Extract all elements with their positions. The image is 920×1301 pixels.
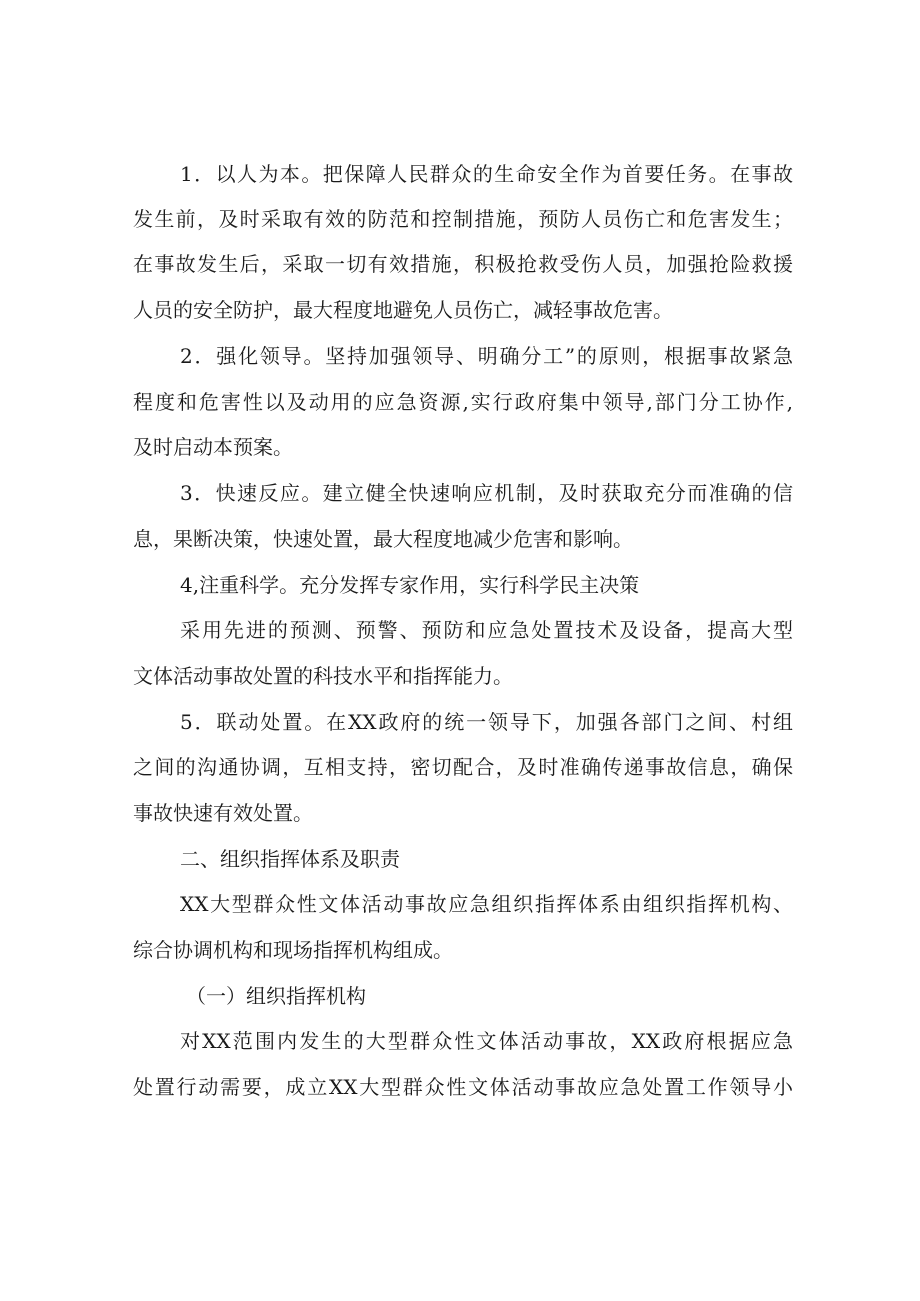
paragraph-6-line-2: 之间的沟通协调，互相支持，密切配合，及时准确传递事故信息，确保	[133, 755, 793, 779]
paragraph-5-line-1: 采用先进的预测、预警、预防和应急处置技术及设备，提高大型	[180, 618, 793, 642]
paragraph-8-line-1: 对XX范围内发生的大型群众性文体活动事故，XX政府根据应急	[180, 1029, 793, 1053]
paragraph-3-line-1: 3．快速反应。建立健全快速响应机制，及时获取充分而准确的信	[180, 481, 793, 505]
paragraph-1-line-4: 人员的安全防护，最大程度地避免人员伤亡，减轻事故危害。	[133, 298, 673, 322]
paragraph-5-line-2: 文体活动事故处置的科技水平和指挥能力。	[133, 664, 513, 688]
paragraph-7-line-1: XX大型群众性文体活动事故应急组织指挥体系由组织指挥机构、	[180, 892, 793, 916]
paragraph-1-line-3: 在事故发生后，采取一切有效措施，积极抢救受伤人员，加强抢险救援	[133, 252, 793, 276]
paragraph-1-line-1: 1．以人为本。把保障人民群众的生命安全作为首要任务。在事故	[180, 162, 793, 186]
paragraph-2-line-1: 2．强化领导。坚持加强领导、明确分工”的原则，根据事故紧急	[180, 344, 793, 368]
paragraph-6-line-3: 事故快速有效处置。	[133, 801, 313, 825]
paragraph-2-line-3: 及时启动本预案。	[133, 435, 293, 459]
paragraph-4-line-1: 4,注重科学。充分发挥专家作用，实行科学民主决策	[180, 573, 640, 597]
paragraph-8-line-2: 处置行动需要，成立XX大型群众性文体活动事故应急处置工作领导小	[133, 1075, 793, 1099]
paragraph-3-line-2: 息，果断决策，快速处置，最大程度地减少危害和影响。	[133, 527, 633, 551]
paragraph-2-line-2: 程度和危害性以及动用的应急资源,实行政府集中领导,部门分工协作,	[133, 390, 793, 414]
paragraph-6-line-1: 5．联动处置。在XX政府的统一领导下，加强各部门之间、村组	[180, 710, 793, 734]
section-heading-2: 二、组织指挥体系及职责	[180, 847, 400, 871]
paragraph-7-line-2: 综合协调机构和现场指挥机构组成。	[133, 938, 453, 962]
paragraph-1-line-2: 发生前，及时采取有效的防范和控制措施，预防人员伤亡和危害发生；	[133, 207, 793, 231]
subsection-heading-1: （一）组织指挥机构	[186, 984, 366, 1008]
